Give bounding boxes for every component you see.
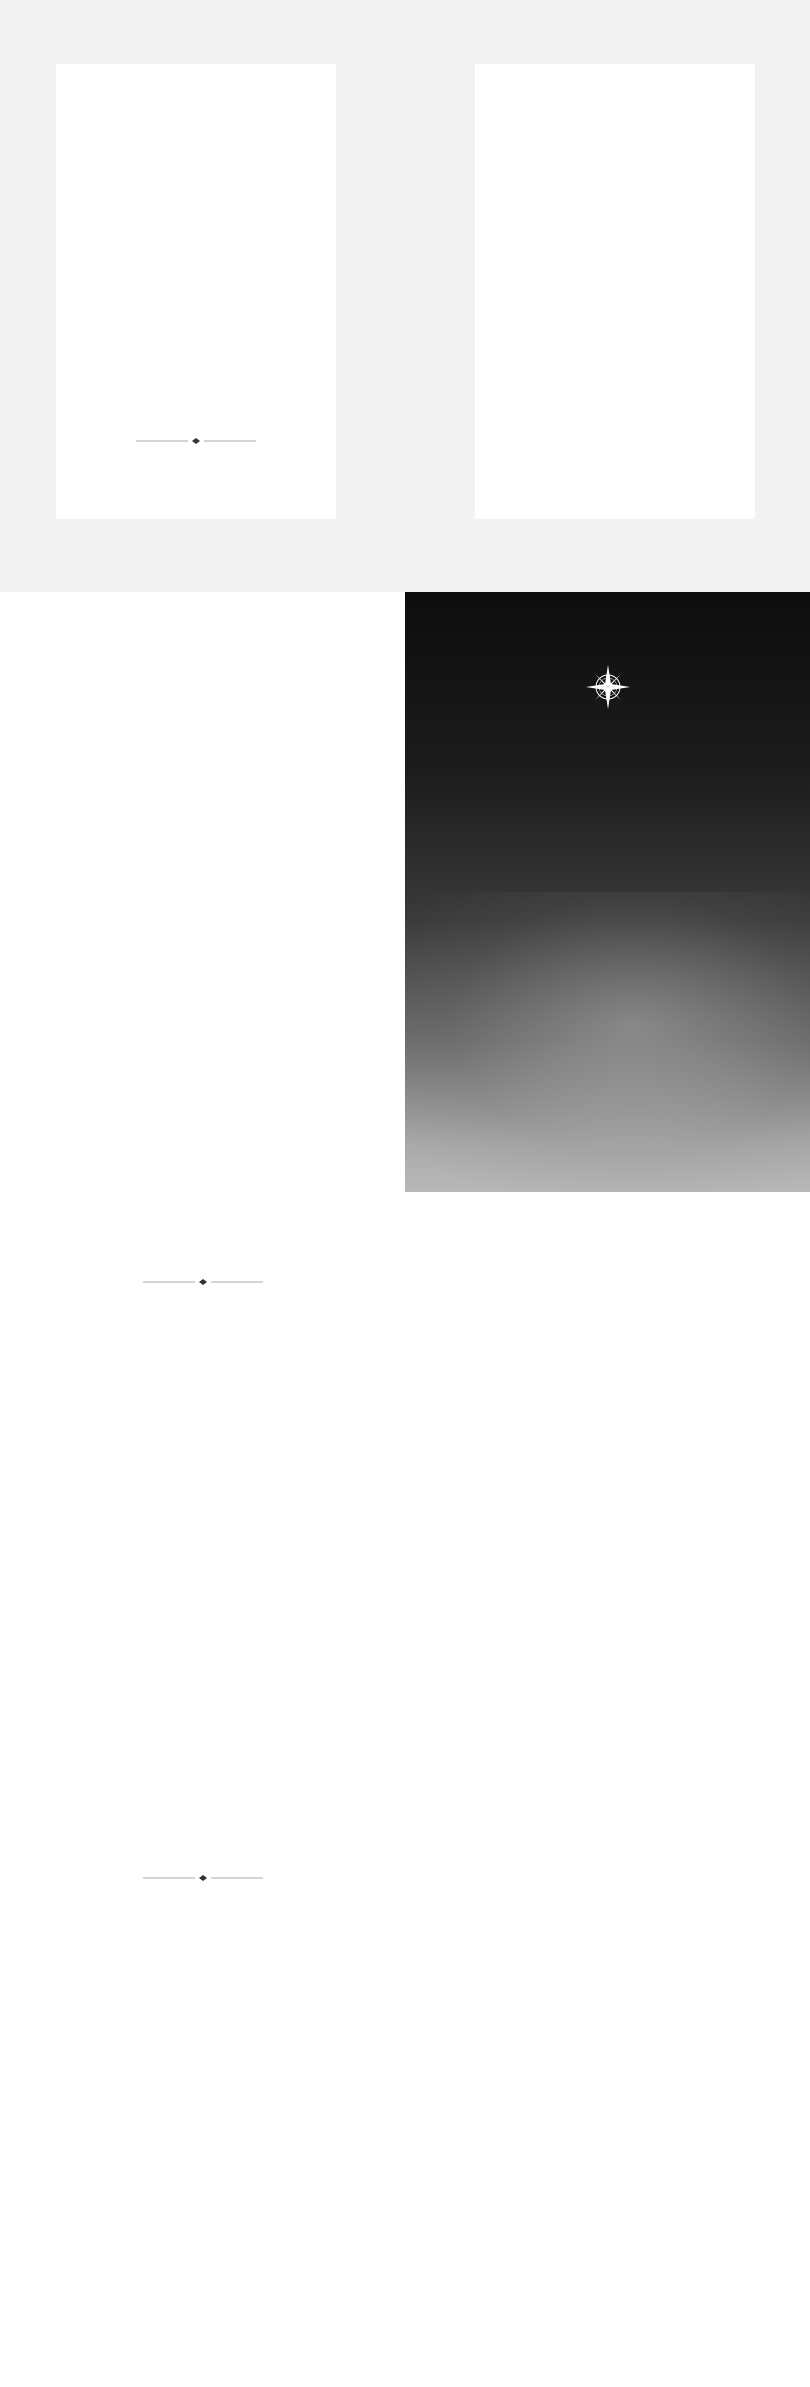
toc-spread: [0, 0, 810, 592]
chapter-opener-spread: [0, 592, 810, 1192]
toc-page-left: [56, 64, 336, 519]
page-18: [0, 1772, 405, 2387]
toc-page-right: [475, 64, 755, 519]
compass-icon: [585, 664, 631, 710]
page-16: [0, 1192, 405, 1772]
ornament-divider: [136, 437, 256, 445]
chapter-opener-page: [405, 592, 810, 1192]
spread-18-19: [0, 1772, 810, 2387]
ornament-divider: [143, 1278, 263, 1286]
page-17: [405, 1192, 810, 1772]
page-19: [405, 1772, 810, 2387]
spread-16-17: [0, 1192, 810, 1772]
ornament-divider: [143, 1874, 263, 1882]
